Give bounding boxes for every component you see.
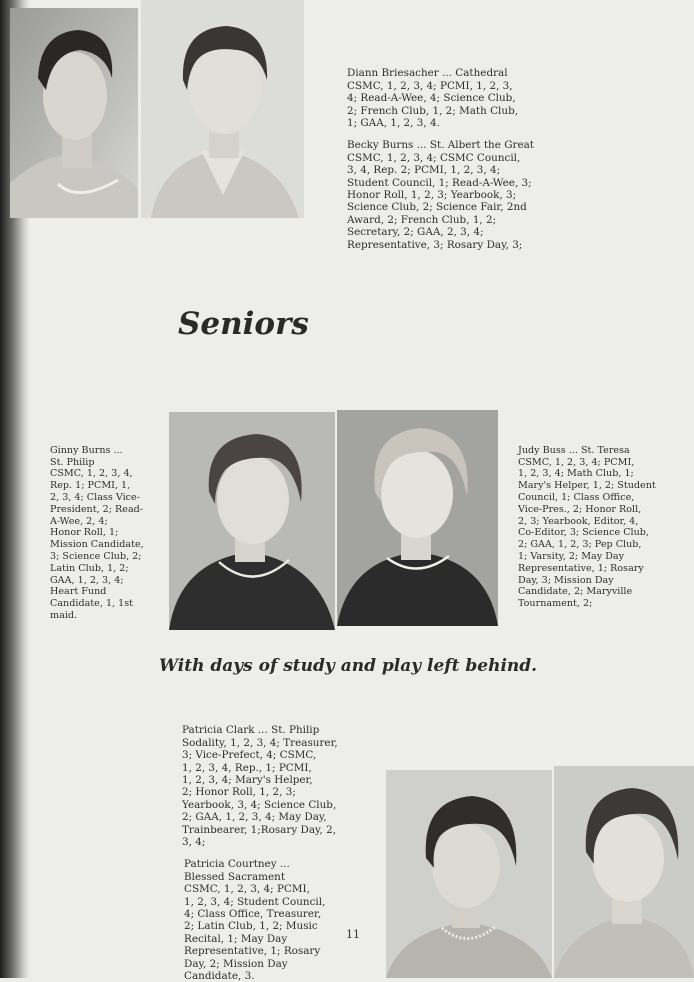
student-activities: Blessed Sacrament CSMC, 1, 2, 3, 4; PCMI, 1, 2, 3, 4; Student Council, 4; Class Office, Treasurer, 2; Latin Club, 1, 2; Music Recital, 1; May Day Representative, 1; Rosary Day, 2; Mission Day Candidate, 3. bbox=[184, 870, 326, 982]
student-activities: CSMC, 1, 2, 3, 4; CSMC Council, 3, 4, Rep. 2; PCMI, 1, 2, 3, 4; Student Council, 1; Read-A-Wee, 3; Honor Roll, 1, 2, 3; Yearbook, 3; Science Club, 2; Science Fair, 2nd Award, 2; French Club, 1, 2; Secretary, 2; GAA, 2, 3, 4; Representative, 3; Rosary Day, 3; bbox=[347, 151, 532, 251]
portrait-photo-ginny-burns bbox=[169, 412, 335, 630]
bio-becky-burns bbox=[347, 127, 687, 251]
bio-patricia-clark bbox=[182, 712, 382, 848]
page-number: 11 bbox=[346, 928, 360, 941]
bio-judy-buss bbox=[518, 433, 688, 610]
student-name-line: Judy Buss ... St. Teresa bbox=[518, 444, 630, 456]
bio-patricia-courtney bbox=[184, 846, 364, 982]
student-name-line: Patricia Courtney ... bbox=[184, 858, 290, 871]
bio-ginny-burns bbox=[50, 433, 165, 622]
student-name-line: Becky Burns ... St. Albert the Great bbox=[347, 139, 534, 152]
tagline: With days of study and play left behind. bbox=[159, 656, 538, 676]
portrait-photo-patricia-clark bbox=[386, 770, 552, 978]
portrait-photo-diann-briesacher bbox=[10, 8, 138, 218]
student-name-line: Ginny Burns ... bbox=[50, 444, 123, 456]
student-activities: CSMC, 1, 2, 3, 4; PCMI, 1, 2, 3, 4; Math Club, 1; Mary's Helper, 1, 2; Student Council, 1; Class Office, Vice-Pres., 2; Honor Roll, 2, 3; Yearbook, Editor, 4, Co-Editor, 3; Science Club, 2; GAA, 1, 2, 3; Pep Club, 1; Varsity, 2; May Day Representative, 1; Rosary Day, 3; Mission Day Candidate, 2; Maryville Tournament, 2; bbox=[518, 456, 656, 610]
portrait-photo-judy-buss bbox=[337, 410, 498, 626]
student-name-line: Diann Briesacher ... Cathedral bbox=[347, 67, 508, 80]
student-activities: St. Philip CSMC, 1, 2, 3, 4, Rep. 1; PCMI, 1, 2, 3, 4; Class Vice- President, 2; Read- A-Wee, 2, 4; Honor Roll, 1; Mission Candidate, 3; Science Club, 2; Latin Club, 1, 2; GAA, 1, 2, 3, 4; Heart Fund Candidate, 1, 1st maid. bbox=[50, 456, 144, 621]
bio-diann-briesacher bbox=[347, 55, 687, 129]
student-activities: Sodality, 1, 2, 3, 4; Treasurer, 3; Vice-Prefect, 4; CSMC, 1, 2, 3, 4, Rep., 1; PCMI, 1, 2, 3, 4; Mary's Helper, 2; Honor Roll, 1, 2, 3; Yearbook, 3, 4; Science Club, 2; GAA, 1, 2, 3, 4; May Day, Trainbearer, 1;Rosary Day, 2, 3, 4; bbox=[182, 736, 338, 849]
portrait-photo-patricia-courtney bbox=[554, 766, 694, 978]
portrait-photo-becky-burns bbox=[141, 0, 304, 218]
student-name-line: Patricia Clark ... St. Philip bbox=[182, 724, 320, 737]
student-activities: CSMC, 1, 2, 3, 4; PCMI, 1, 2, 3, 4; Read-A-Wee, 4; Science Club, 2; French Club, 1, 2; Math Club, 1; GAA, 1, 2, 3, 4. bbox=[347, 79, 519, 130]
section-title: Seniors bbox=[178, 306, 309, 342]
